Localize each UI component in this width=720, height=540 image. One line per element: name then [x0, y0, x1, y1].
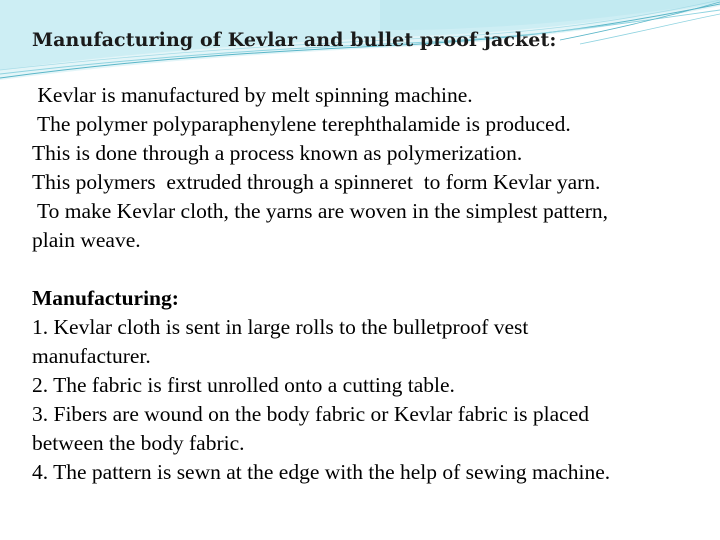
step-line: 3. Fibers are wound on the body fabric or Kevlar fabric is placed [32, 402, 590, 426]
step-line: 2. The fabric is first unrolled onto a cutting table. [32, 373, 455, 397]
step-line: 1. Kevlar cloth is sent in large rolls to the bulletproof vest [32, 315, 529, 339]
step-line: between the body fabric. [32, 431, 245, 455]
section-heading: Manufacturing: [32, 286, 179, 310]
slide-body [32, 81, 712, 487]
paragraph-line: Kevlar is manufactured by melt spinning machine. [32, 83, 473, 107]
paragraph-line: plain weave. [32, 228, 141, 252]
paragraph-line: The polymer polyparaphenylene terephthalamide is produced. [32, 112, 571, 136]
slide-title: Manufacturing of Kevlar and bullet proof jacket: [32, 29, 557, 51]
paragraph-line: This is done through a process known as polymerization. [32, 141, 523, 165]
step-line: 4. The pattern is sewn at the edge with the help of sewing machine. [32, 460, 611, 484]
step-line: manufacturer. [32, 344, 151, 368]
paragraph-line: This polymers extruded through a spinneret to form Kevlar yarn. [32, 170, 601, 194]
paragraph-line: To make Kevlar cloth, the yarns are woven in the simplest pattern, [32, 199, 609, 223]
spacer [32, 255, 712, 284]
